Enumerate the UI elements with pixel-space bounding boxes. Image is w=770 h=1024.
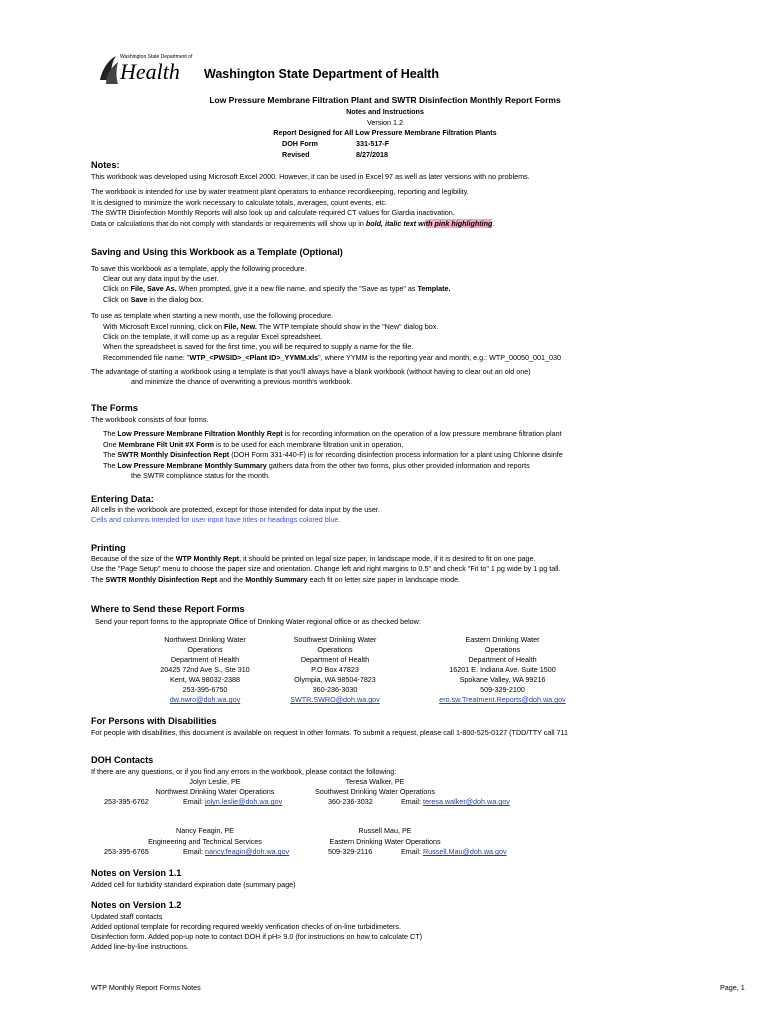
contact-email-link[interactable]: Russell.Mau@doh.wa.gov bbox=[422, 847, 507, 856]
forms-heading: The Forms bbox=[91, 403, 138, 413]
contact-phone: 253-395-6762 bbox=[104, 797, 149, 806]
doh-logo bbox=[94, 50, 193, 92]
v12-heading: Notes on Version 1.2 bbox=[91, 900, 182, 910]
notes-text: . bbox=[492, 219, 495, 228]
contact-phone: 509-329-2116 bbox=[328, 847, 373, 856]
saving-line: To use as template when starting a new month, use the following procedure. bbox=[91, 311, 334, 320]
contact-phone: 253-395-6765 bbox=[104, 847, 149, 856]
disabilities-text: For people with disabilities, this document is available on request in other formats. To submit a request, please call 1-800-525-0127 (TDD/TTY call 711 bbox=[91, 728, 569, 737]
saving-line: With Microsoft Excel running, click on File, New. The WTP template should show in the "New" dialog box. bbox=[103, 322, 439, 331]
contact-email-link[interactable]: nancy.feagin@doh.wa.gov bbox=[204, 847, 290, 856]
entering-line-blue: Cells and columns intended for user input have titles or headings colored blue. bbox=[91, 515, 341, 524]
contact-dept: Southwest Drinking Water Operations bbox=[315, 787, 435, 796]
notes-line: The SWTR Disinfection Monthly Reports will also look up and calculate required CT values for Giardia inactivation. bbox=[91, 208, 455, 217]
contact-dept: Eastern Drinking Water Operations bbox=[329, 837, 441, 846]
printing-heading: Printing bbox=[91, 543, 126, 553]
printing-line: Because of the size of the WTP Monthly Rept, it should be printed on legal size paper, in landscape mode, if it is desired to fit on one page. bbox=[91, 554, 536, 563]
contact-email-link[interactable]: teresa.walker@doh.wa.gov bbox=[422, 797, 510, 806]
logo-health-text: Health bbox=[120, 59, 180, 84]
contact-name: Jolyn Leslie, PE bbox=[189, 777, 241, 786]
entering-line: All cells in the workbook are protected, except for those intended for data input by the user. bbox=[91, 505, 380, 514]
contacts-heading: DOH Contacts bbox=[91, 755, 154, 765]
saving-line: To save this workbook as a template, apply the following procedure. bbox=[91, 264, 307, 273]
v11-heading: Notes on Version 1.1 bbox=[91, 868, 182, 878]
entering-heading: Entering Data: bbox=[91, 494, 154, 504]
saving-line: Click on Save in the dialog box. bbox=[103, 295, 204, 304]
v12-line: Added line-by-line instructions. bbox=[91, 942, 189, 951]
contact-dept: Engineering and Technical Services bbox=[148, 837, 262, 846]
designed-for-label: Report Designed for All Low Pressure Membrane Filtration Plants bbox=[273, 128, 497, 137]
office-northwest: Northwest Drinking Water Operations Department of Health 20425 72nd Ave S., Ste 310 Kent, WA 98032-2388 253-395-6750 dw.nwro@doh.wa.gov bbox=[160, 635, 250, 704]
revised-label: Revised bbox=[282, 150, 310, 159]
saving-heading: Saving and Using this Workbook as a Template (Optional) bbox=[91, 247, 343, 257]
disabilities-heading: For Persons with Disabilities bbox=[91, 716, 217, 726]
footer-left: WTP Monthly Report Forms Notes bbox=[91, 983, 201, 992]
saving-line: The advantage of starting a workbook using a template is that you'll always have a blank workbook (without having to clear out an old one) bbox=[91, 367, 531, 376]
page-number: Page, 1 bbox=[720, 983, 745, 992]
notes-text: Data or calculations that do not comply with standards or requirements will show up in bbox=[91, 219, 366, 228]
forms-line: The Low Pressure Membrane Monthly Summary gathers data from the other two forms, plus other provided information and reports bbox=[103, 461, 530, 470]
saving-line: Click on the template, it will come up as a regular Excel spreadsheet. bbox=[103, 332, 323, 341]
saving-line: and minimize the chance of overwriting a previous month's workbook. bbox=[131, 377, 353, 386]
agency-title: Washington State Department of Health bbox=[204, 67, 439, 81]
send-intro: Send your report forms to the appropriate Office of Drinking Water regional office or as checked below: bbox=[95, 617, 421, 626]
notes-line bbox=[91, 219, 494, 229]
office-email-link[interactable]: ero.sw.Treatment.Reports@doh.wa.gov bbox=[439, 695, 566, 704]
saving-line: Click on File, Save As. When prompted, give it a new file name, and specify the "Save as type" as Template. bbox=[103, 284, 451, 293]
saving-line: When the spreadsheet is saved for the first time, you will be required to supply a name for the file. bbox=[103, 342, 414, 351]
contact-email-link[interactable]: jolyn.leslie@doh.wa.gov bbox=[204, 797, 283, 806]
forms-line: The SWTR Monthly Disinfection Rept (DOH Form 331-440-F) is for recording disinfection process information for a plant using Chlorine disinfe bbox=[103, 450, 563, 459]
office-eastern: Eastern Drinking Water Operations Department of Health 16201 E. Indiana Ave. Suite 1500 Spokane Valley, WA 99216 509-329-2100 ero.sw.Treatment.Reports@doh.wa.gov bbox=[439, 635, 566, 704]
doh-form-label: DOH Form bbox=[282, 139, 318, 148]
pink-highlight-sample: th pink highlighting bbox=[425, 219, 493, 228]
v12-line: Disinfection form. Added pop-up note to contact DOH if pH> 9.0 (for instructions on how to calculate CT) bbox=[91, 932, 422, 941]
notes-instructions-label: Notes and Instructions bbox=[346, 107, 424, 116]
contact-name: Teresa Walker, PE bbox=[345, 777, 405, 786]
send-heading: Where to Send these Report Forms bbox=[91, 604, 245, 614]
saving-line: Recommended file name: "WTP_<PWSID>_<Plant ID>_YYMM.xls", where YYMM is the reporting year and month, e.g.: WTP_00050_001_030 bbox=[103, 353, 562, 362]
contact-email-row: Email: teresa.walker@doh.wa.gov bbox=[401, 797, 510, 806]
contact-email-row: Email: nancy.feagin@doh.wa.gov bbox=[183, 847, 290, 856]
forms-line: One Membrane Filt Unit #X Form is to be used for each membrane filtration unit in operation. bbox=[103, 440, 404, 449]
contact-email-row: Email: jolyn.leslie@doh.wa.gov bbox=[183, 797, 283, 806]
saving-line: Clear out any data input by the user. bbox=[103, 274, 219, 283]
forms-line: The Low Pressure Membrane Filtration Monthly Rept is for recording information on the operation of a low pressure membrane filtration plant bbox=[103, 429, 562, 438]
doh-form-value: 331-517-F bbox=[356, 139, 390, 148]
forms-line: The workbook consists of four forms. bbox=[91, 415, 209, 424]
contact-email-row: Email: Russell.Mau@doh.wa.gov bbox=[401, 847, 507, 856]
contact-name: Russell Mau, PE bbox=[358, 826, 412, 835]
document-title: Low Pressure Membrane Filtration Plant and SWTR Disinfection Monthly Report Forms bbox=[209, 95, 561, 105]
office-email-link[interactable]: dw.nwro@doh.wa.gov bbox=[169, 695, 241, 704]
forms-line: the SWTR compliance status for the month. bbox=[131, 471, 271, 480]
logo-small-text: Washington State Department of bbox=[120, 54, 193, 60]
notes-line: The workbook is intended for use by water treatment plant operators to enhance recordkeeping, reporting and legibility. bbox=[91, 187, 469, 196]
version-label: Version 1.2 bbox=[367, 118, 403, 127]
contact-dept: Northwest Drinking Water Operations bbox=[155, 787, 275, 796]
revised-value: 8/27/2018 bbox=[356, 150, 388, 159]
office-email-link[interactable]: SWTR.SWRO@doh.wa.gov bbox=[290, 695, 380, 704]
contact-name: Nancy Feagin, PE bbox=[176, 826, 234, 835]
printing-line: Use the "Page Setup" menu to choose the paper size and orientation. Change left and right margins to 0.5" and check "Fit to" 1 pg wide by 1 pg tall. bbox=[91, 564, 561, 573]
contact-phone: 360-236-3032 bbox=[328, 797, 373, 806]
bold-italic-sample: bold, italic text wi bbox=[365, 219, 426, 228]
notes-heading: Notes: bbox=[91, 160, 120, 170]
v11-line: Added cell for turbidity standard expiration date (summary page) bbox=[91, 880, 296, 889]
notes-line: This workbook was developed using Microsoft Excel 2000. However, it can be used in Excel 97 as well as later versions with no problems. bbox=[91, 172, 530, 181]
notes-line: It is designed to minimize the work necessary to calculate totals, averages, count events, etc. bbox=[91, 198, 388, 207]
printing-line: The SWTR Monthly Disinfection Rept and the Monthly Summary each fit on letter size paper in landscape mode. bbox=[91, 575, 461, 584]
contacts-intro: If there are any questions, or if you find any errors in the workbook, please contact the following: bbox=[91, 767, 397, 776]
office-southwest: Southwest Drinking Water Operations Department of Health P.O Box 47823 Olympia, WA 98504-7823 360-236-3030 SWTR.SWRO@doh.wa.gov bbox=[290, 635, 380, 704]
v12-line: Added optional template for recording required weekly verification checks of on-line turbidimeters. bbox=[91, 922, 402, 931]
v12-line: Updated staff contacts bbox=[91, 912, 163, 921]
